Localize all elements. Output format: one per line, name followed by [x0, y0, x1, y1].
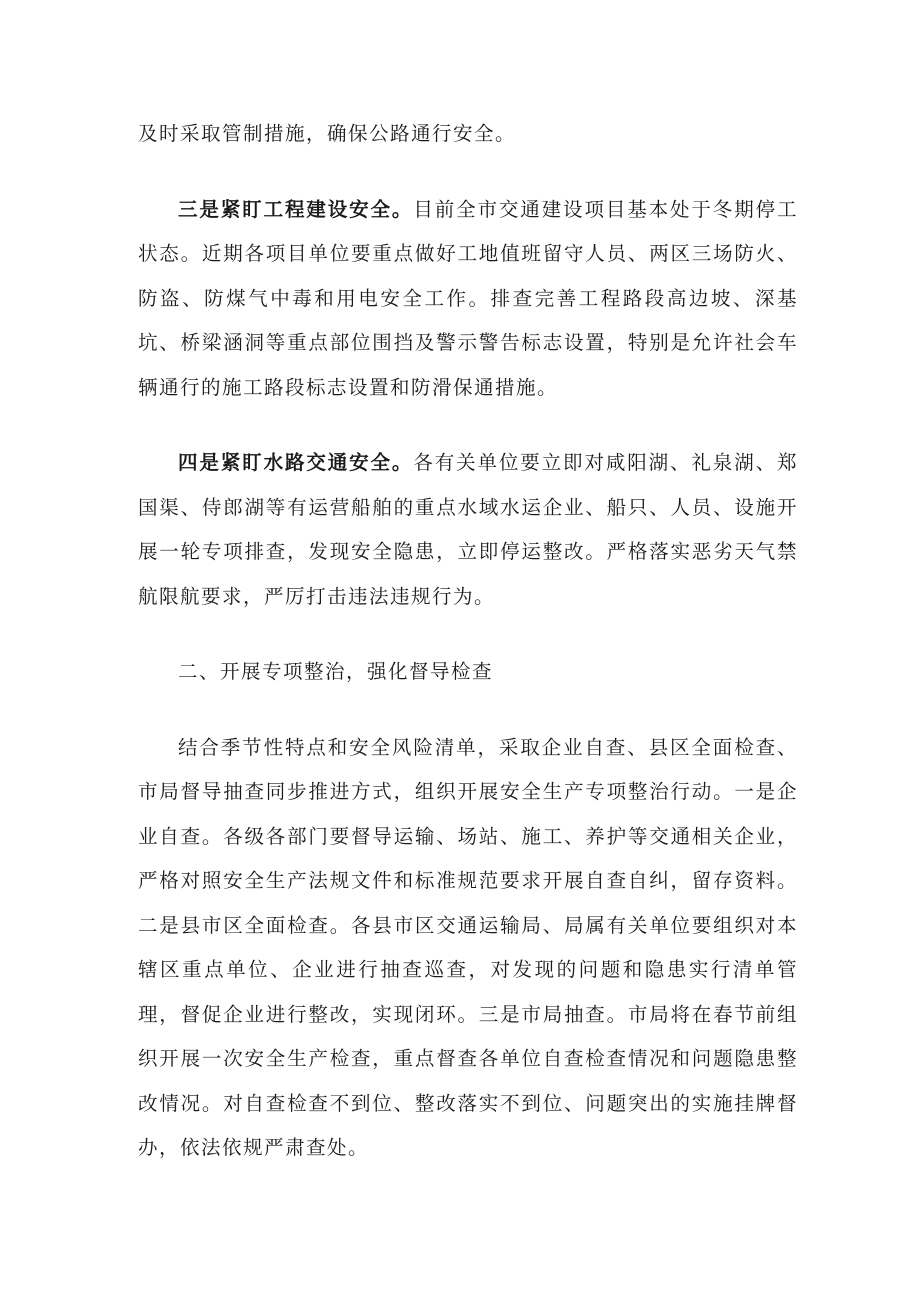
- paragraph-body-construction: 目前全市交通建设项目基本处于冬期停工状态。近期各项目单位要重点做好工地值班留守人员、两区三场防火、防盗、防煤气中毒和用电安全工作。排查完善工程路段高边坡、深基坑、桥梁涵洞等重点部位围挡及警示警告标志设置，特别是允许社会车辆通行的施工路段标志设置和防滑保通措施。: [138, 197, 798, 399]
- paragraph-lead-waterway: 四是紧盯水路交通安全。: [178, 451, 414, 474]
- paragraph-special-rectification: 结合季节性特点和安全风险清单，采取企业自查、县区全面检查、市局督导抽查同步推进方式，组织开展安全生产专项整治行动。一是企业自查。各级各部门要督导运输、场站、施工、养护等交通相关企业，严格对照安全生产法规文件和标准规范要求开展自查自纠，留存资料。二是县市区全面检查。各县市区交通运输局、局属有关单位要组织对本辖区重点单位、企业进行抽查巡查，对发现的问题和隐患实行清单管理，督促企业进行整改，实现闭环。三是市局抽查。市局将在春节前组织开展一次安全生产检查，重点督查各单位自查检查情况和问题隐患整改情况。对自查检查不到位、整改落实不到位、问题突出的实施挂牌督办，依法依规严肃查处。: [138, 735, 798, 1159]
- section-heading-2: 二、开展专项整治，强化督导检查: [178, 660, 494, 683]
- paragraph-waterway-safety: [138, 441, 798, 619]
- document-page: [138, 112, 798, 1171]
- paragraph-construction-safety: [138, 188, 798, 411]
- paragraph-continuation: 及时采取管制措施，确保公路通行安全。: [138, 122, 517, 145]
- paragraph-body-waterway: 各有关单位要立即对咸阳湖、礼泉湖、郑国渠、侍郎湖等有运营船舶的重点水域水运企业、船只、人员、设施开展一轮专项排查，发现安全隐患，立即停运整改。严格落实恶劣天气禁航限航要求，严厉打击违法违规行为。: [138, 451, 798, 608]
- paragraph-lead-construction: 三是紧盯工程建设安全。: [178, 197, 414, 221]
